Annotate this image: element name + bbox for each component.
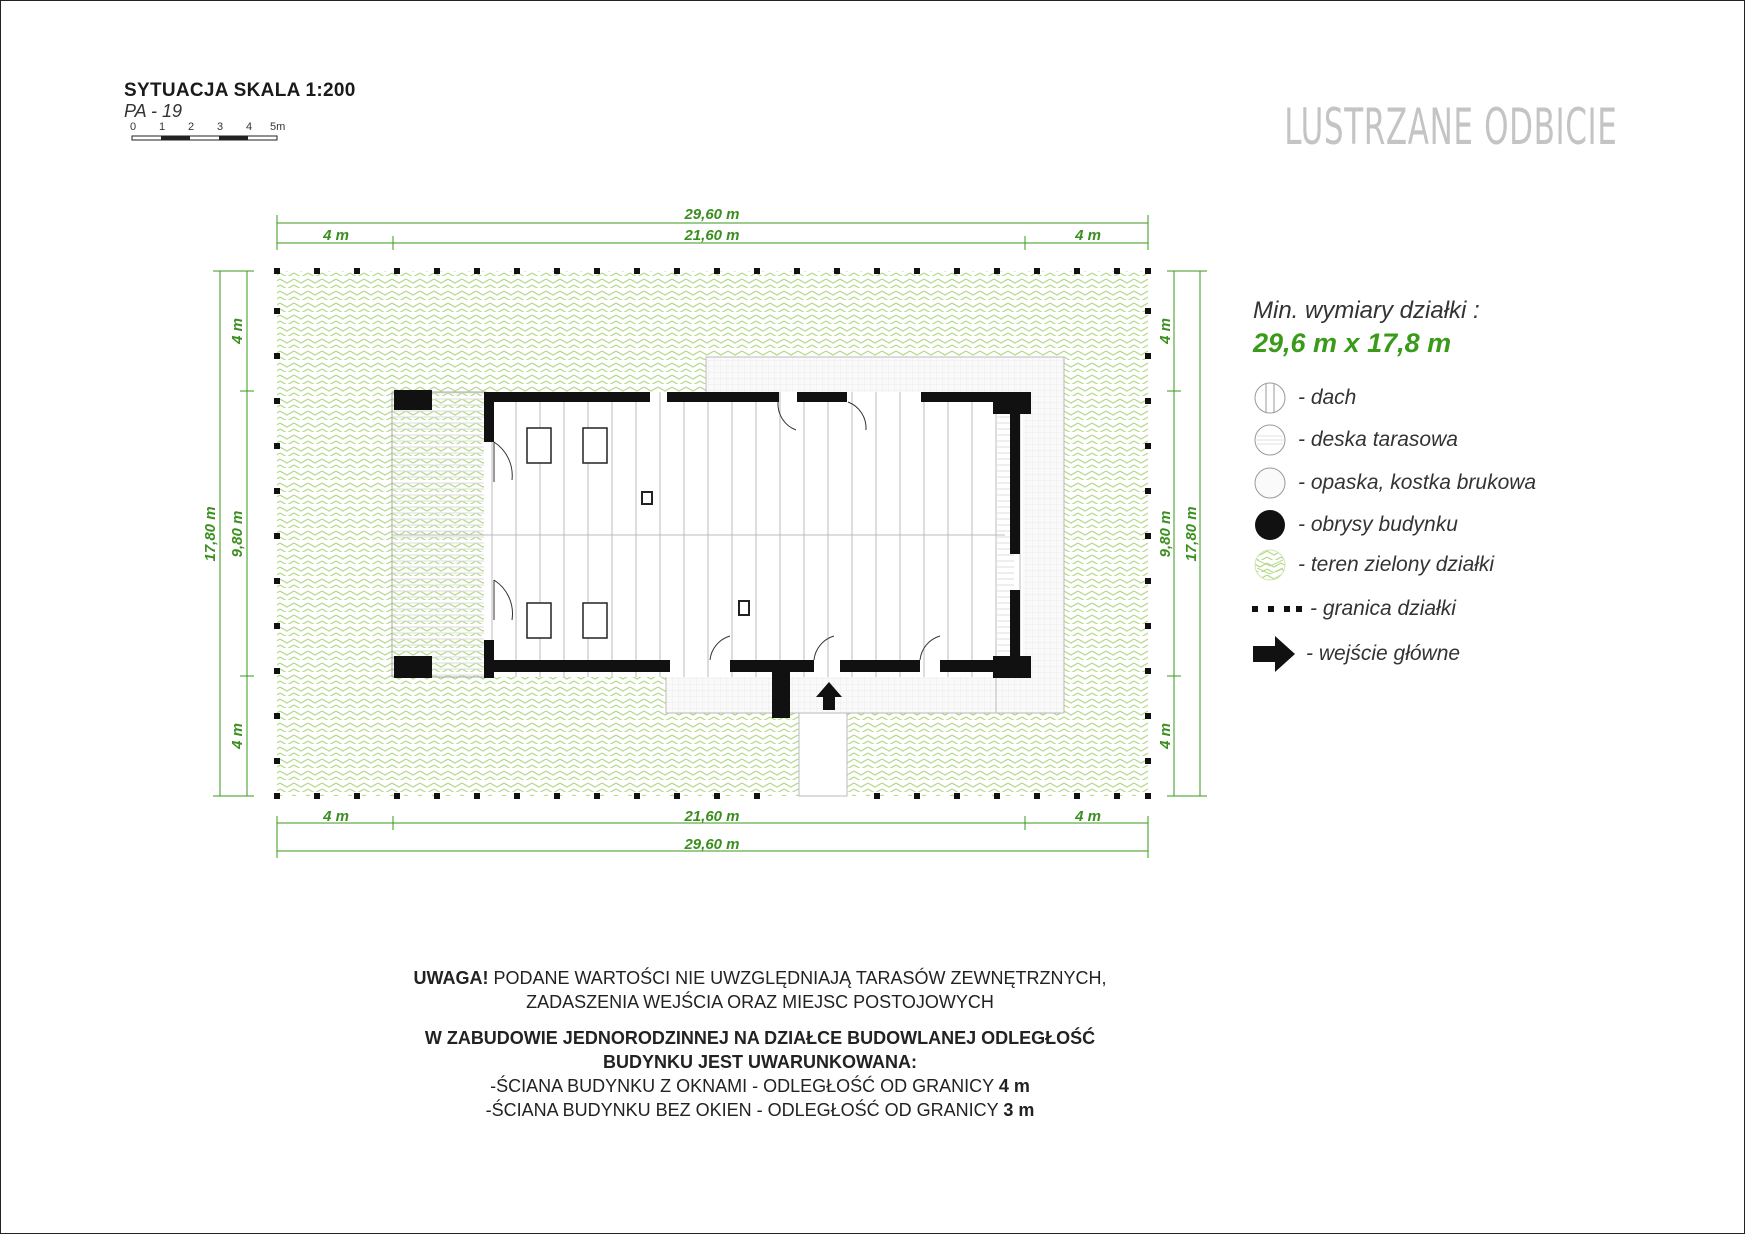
legend-item-entrance — [1250, 634, 1650, 674]
green-area-icon — [1250, 547, 1290, 583]
rule-with-windows-text: -ŚCIANA BUDYNKU Z OKNAMI - ODLEGŁOŚĆ OD GRANICY — [490, 1076, 999, 1096]
warning-label: UWAGA! — [413, 968, 489, 988]
dim-right-total: 17,80 m — [1183, 506, 1200, 562]
rule-without-windows — [380, 1098, 1140, 1122]
dim-bottom-left: 4 m — [323, 808, 349, 825]
main-entrance-arrow-icon — [1250, 636, 1298, 672]
legend-item-terrace — [1250, 420, 1650, 460]
paving-icon — [1250, 465, 1290, 501]
dim-top-total: 29,60 m — [684, 206, 740, 223]
rule-without-windows-value: 3 m — [1003, 1100, 1035, 1120]
rule-with-windows — [380, 1074, 1140, 1098]
rule-with-windows-value: 4 m — [998, 1076, 1030, 1096]
scale-label-0: 0 — [130, 121, 137, 133]
legend-label-green: - teren zielony działki — [1298, 553, 1495, 576]
dim-bottom-mid: 21,60 m — [684, 808, 740, 825]
dim-left-top: 4 m — [229, 318, 246, 344]
scale-label-3: 3 — [217, 121, 224, 133]
legend-label-paving: - opaska, kostka brukowa — [1298, 471, 1537, 494]
scale-label-4: 4 — [246, 121, 253, 133]
scale-label-5: 5m — [270, 121, 286, 133]
scale-label-1: 1 — [159, 121, 166, 133]
plot-boundary-icon — [1250, 591, 1302, 627]
legend-item-building — [1250, 505, 1650, 545]
rule-line-1: W ZABUDOWIE JEDNORODZINNEJ NA DZIAŁCE BUDOWLANEJ ODLEGŁOŚĆ — [424, 1028, 1096, 1048]
legend-min-size: 29,6 m x 17,8 m — [1253, 328, 1452, 358]
legend-label-terrace: - deska tarasowa — [1298, 428, 1458, 451]
legend-label-boundary: - granica działki — [1310, 597, 1456, 620]
legend-item-roof — [1250, 378, 1650, 418]
roof-hatch-icon — [1250, 380, 1290, 416]
rule-line-2: BUDYNKU JEST UWARUNKOWANA: — [603, 1052, 917, 1072]
drawing-title: SYTUACJA SKALA 1:200 — [124, 80, 356, 101]
entrance-path — [799, 713, 847, 796]
legend-label-roof: - dach — [1298, 386, 1357, 409]
dim-right-top: 4 m — [1157, 318, 1174, 344]
dim-top-left: 4 m — [323, 227, 349, 244]
dim-right-bottom: 4 m — [1157, 723, 1174, 749]
scale-label-2: 2 — [188, 121, 195, 133]
dim-left-mid: 9,80 m — [229, 510, 246, 558]
legend-label-entrance: - wejście główne — [1306, 642, 1461, 665]
warning-line-1 — [380, 966, 1140, 990]
dim-left-total: 17,80 m — [202, 506, 219, 562]
dim-bottom-total: 29,60 m — [684, 836, 740, 853]
terrace-board-icon — [1250, 422, 1290, 458]
dim-left-bottom: 4 m — [229, 723, 246, 749]
warning-text-1: PODANE WARTOŚCI NIE UWZGLĘDNIAJĄ TARASÓW ZEWNĘTRZNYCH, — [488, 968, 1107, 988]
building-outline-icon — [1250, 507, 1290, 543]
legend-item-paving — [1250, 463, 1650, 503]
dim-bottom-right: 4 m — [1075, 808, 1101, 825]
legend-item-boundary — [1250, 589, 1650, 629]
mirror-label: LUSTRZANE ODBICIE — [1283, 98, 1617, 156]
legend-label-building: - obrysy budynku — [1298, 513, 1458, 536]
notes-block — [380, 966, 1140, 1122]
drawing-subtitle: PA - 19 — [124, 101, 183, 121]
warning-line-2: ZADASZENIA WEJŚCIA ORAZ MIEJSC POSTOJOWYCH — [526, 992, 994, 1012]
legend-item-green — [1250, 545, 1650, 585]
dim-top-mid: 21,60 m — [684, 227, 740, 244]
rule-without-windows-text: -ŚCIANA BUDYNKU BEZ OKIEN - ODLEGŁOŚĆ OD GRANICY — [485, 1100, 1004, 1120]
legend-title: Min. wymiary działki : — [1253, 297, 1480, 324]
dim-top-right: 4 m — [1075, 227, 1101, 244]
dim-right-mid: 9,80 m — [1157, 510, 1174, 558]
